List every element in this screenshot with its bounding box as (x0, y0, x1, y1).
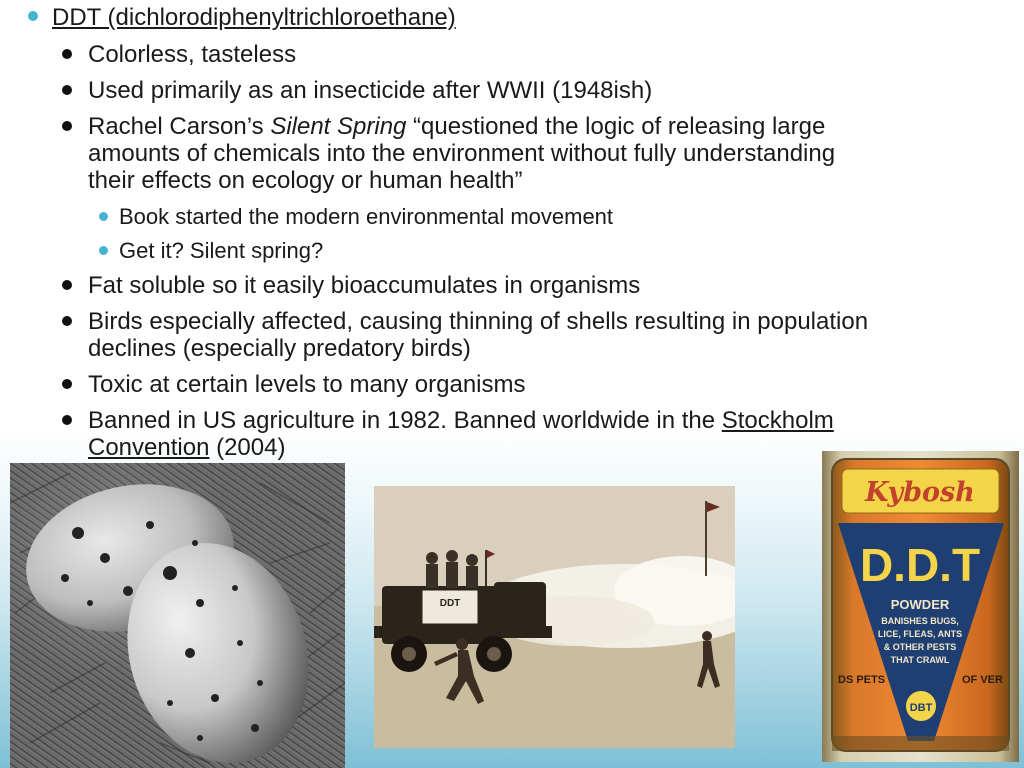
bullet-dot-icon (62, 280, 72, 290)
bullet-dot-icon (62, 316, 72, 326)
can-line3: LICE, FLEAS, ANTS (877, 629, 963, 639)
can-left-band-text: DS PETS (838, 674, 886, 686)
bullet-carson (88, 113, 1018, 194)
bullet-toxic: Toxic at certain levels to many organisms (88, 371, 526, 398)
can-line5: THAT CRAWL (890, 655, 950, 665)
truck-sign-text: DDT (439, 598, 461, 609)
bullet-fat-soluble: Fat soluble so it easily bioaccumulates in organisms (88, 272, 641, 299)
can-line1: POWDER (890, 597, 950, 612)
bullet-dot-cyan-icon (99, 246, 108, 255)
bullet-dot-icon (62, 379, 72, 389)
subbullet-get-it: Get it? Silent spring? (119, 238, 324, 263)
banned-text-pre: Banned in US agriculture in 1982. Banned worldwide in the (88, 407, 722, 434)
can-brand-text: Kybosh (865, 477, 975, 508)
bullet-dot-icon (62, 49, 72, 59)
subbullet-environmental-movement: Book started the modern environmental movement (119, 204, 614, 229)
banned-text-post: (2004) (209, 434, 286, 461)
can-right-band-text: OF VER (962, 674, 1003, 686)
can-product-text: D.D.T (859, 539, 981, 591)
carson-text-post: “questioned the logic of releasing large (406, 113, 826, 140)
can-badge-text: DBT (909, 702, 933, 714)
can-line2: BANISHES BUGS, (881, 616, 959, 626)
bullet-dot-cyan-icon (28, 11, 38, 21)
bullet-dot-icon (62, 85, 72, 95)
eggs-photo (10, 463, 345, 768)
birds-line1: Birds especially affected, causing thinning of shells resulting in population (88, 308, 869, 335)
eggs-illustration (10, 463, 345, 768)
bullet-colorless: Colorless, tasteless (88, 41, 297, 68)
bullet-dot-icon (62, 121, 72, 131)
bullet-dot-icon (62, 415, 72, 425)
stockholm-link[interactable]: Stockholm (721, 407, 834, 434)
carson-text-line2: amounts of chemicals into the environment without fully understanding (88, 140, 836, 167)
birds-line2: declines (especially predatory birds) (88, 335, 471, 362)
truck-spraying-photo (374, 486, 735, 748)
silent-spring-title: Silent Spring (270, 113, 407, 140)
carson-text-line3: their effects on ecology or human health” (88, 167, 523, 194)
slide-heading-link[interactable] (52, 4, 456, 31)
ddt-can-photo (822, 451, 1019, 762)
bullet-birds (88, 308, 1018, 362)
bullet-insecticide: Used primarily as an insecticide after WWII (1948ish) (88, 77, 653, 104)
ddt-can-illustration (822, 451, 1019, 762)
carson-text-pre: Rachel Carson’s (88, 113, 271, 140)
can-line4: & OTHER PESTS (883, 642, 957, 652)
convention-link[interactable]: Convention (88, 434, 210, 461)
ddt-link[interactable]: DDT (dichlorodiphenyltrichloroethane) (52, 4, 456, 31)
truck-illustration (374, 486, 735, 748)
bullet-dot-cyan-icon (99, 212, 108, 221)
